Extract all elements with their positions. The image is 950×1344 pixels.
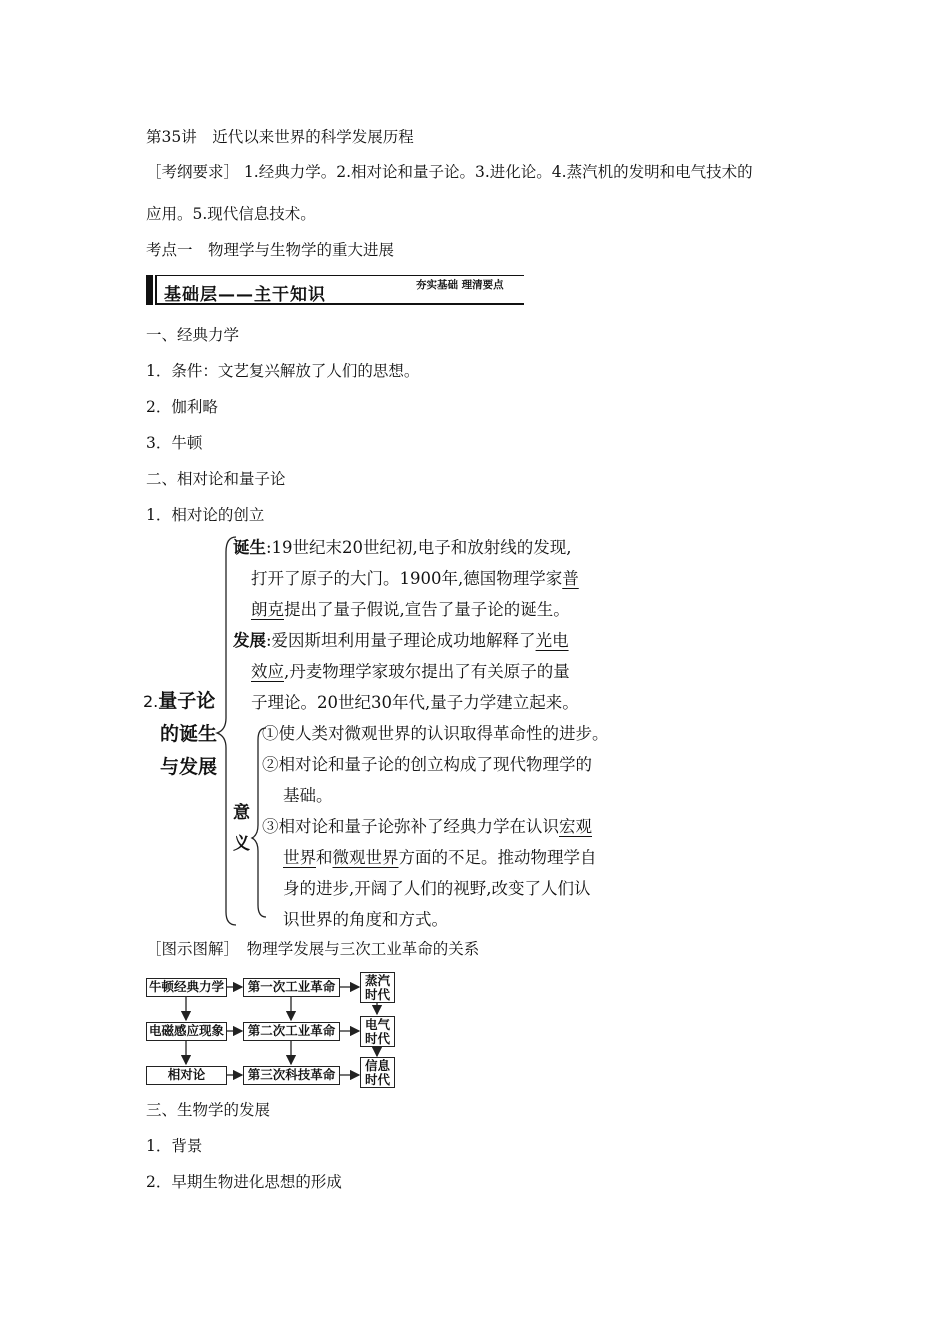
dev-line3: 子理论。20世纪30年代,量子力学建立起来。 bbox=[251, 693, 579, 712]
box-first-revolution: 第一次工业革命 bbox=[243, 978, 340, 997]
box-second-revolution: 第二次工业革命 bbox=[243, 1022, 340, 1041]
box-newton-mechanics: 牛顿经典力学 bbox=[146, 978, 227, 997]
section-classical-mechanics: 一、经典力学 bbox=[146, 326, 240, 344]
info-age-line1: 信息 bbox=[364, 1058, 390, 1073]
item-relativity-creation: 1．相对论的创立 bbox=[146, 506, 265, 524]
box-relativity: 相对论 bbox=[146, 1066, 227, 1085]
section-biology: 三、生物学的发展 bbox=[146, 1101, 271, 1119]
steam-age-line1: 蒸汽 bbox=[364, 973, 390, 988]
box-electromagnetic-induction: 电磁感应现象 bbox=[146, 1022, 227, 1041]
macro-underline-a: 宏观 bbox=[559, 817, 592, 836]
birth-text: :19世纪末20世纪初,电子和放射线的发现, bbox=[266, 538, 572, 557]
syllabus-requirements: ［考纲要求］ 1.经典力学。2.相对论和量子论。3.进化论。4.蒸汽机的发明和电气技术的 bbox=[146, 163, 753, 181]
meaning-3-line4: 识世界的角度和方式。 bbox=[283, 910, 448, 929]
quantum-heading-line1: 量子论 bbox=[158, 690, 216, 712]
planck-underline-b: 朗克 bbox=[251, 600, 284, 619]
meaning-label-1: 意 bbox=[233, 803, 250, 823]
diagram-caption: ［图示图解］ 物理学发展与三次工业革命的关系 bbox=[146, 940, 480, 958]
birth-text-3: 提出了量子假说,宣告了量子论的诞生。 bbox=[284, 600, 570, 619]
meaning-2-line2: 基础。 bbox=[283, 786, 333, 805]
birth-label: 诞生 bbox=[233, 538, 266, 557]
meaning-label-2: 义 bbox=[233, 834, 250, 854]
quantum-heading-line2: 的诞生 bbox=[160, 723, 218, 745]
electric-age-line1: 电气 bbox=[364, 1017, 390, 1032]
meaning-3-text: ③相对论和量子论弥补了经典力学在认识 bbox=[262, 817, 559, 836]
steam-age-line2: 时代 bbox=[364, 987, 390, 1002]
info-age-line2: 时代 bbox=[364, 1072, 390, 1087]
meaning-3-and: 和 bbox=[316, 848, 333, 867]
meaning-2-line1: ②相对论和量子论的创立构成了现代物理学的 bbox=[262, 755, 592, 774]
dev-text-2: ,丹麦物理学家玻尔提出了有关原子的量 bbox=[284, 662, 570, 681]
topic-heading: 考点一 物理学与生物学的重大进展 bbox=[146, 241, 395, 259]
item-galileo: 2．伽利略 bbox=[146, 398, 218, 416]
box-information-age bbox=[360, 1057, 395, 1088]
box-steam-age bbox=[360, 972, 395, 1003]
dev-text: :爱因斯坦利用量子理论成功地解释了 bbox=[266, 631, 536, 650]
meaning-3-text-2: 方面的不足。推动物理学自 bbox=[398, 848, 597, 867]
banner-title: 基础层——主干知识 bbox=[164, 285, 326, 305]
banner-subtitle: 夯实基础 理清要点 bbox=[416, 279, 504, 291]
box-third-revolution: 第三次科技革命 bbox=[243, 1066, 340, 1085]
box-electric-age bbox=[360, 1016, 395, 1047]
item-early-evolution: 2．早期生物进化思想的形成 bbox=[146, 1173, 342, 1191]
section-relativity-quantum: 二、相对论和量子论 bbox=[146, 470, 286, 488]
photoelectric-underline-a: 光电 bbox=[535, 631, 569, 650]
quantum-heading-line3: 与发展 bbox=[160, 756, 218, 778]
lecture-title: 第35讲 近代以来世界的科学发展历程 bbox=[146, 128, 414, 146]
photoelectric-underline-b: 效应 bbox=[251, 662, 284, 681]
quantum-heading-num: 2. bbox=[143, 692, 159, 711]
item-conditions: 1．条件：文艺复兴解放了人们的思想。 bbox=[146, 362, 420, 380]
meaning-1: ①使人类对微观世界的认识取得革命性的进步。 bbox=[262, 724, 609, 743]
item-background: 1．背景 bbox=[146, 1137, 203, 1155]
syllabus-requirements-cont: 应用。5.现代信息技术。 bbox=[146, 205, 316, 223]
dev-label: 发展 bbox=[233, 631, 266, 650]
item-newton: 3．牛顿 bbox=[146, 434, 203, 452]
planck-underline-a: 普 bbox=[562, 569, 579, 588]
micro-underline: 微观世界 bbox=[332, 848, 399, 867]
macro-underline-b: 世界 bbox=[283, 848, 316, 867]
birth-text-2: 打开了原子的大门。1900年,德国物理学家 bbox=[251, 569, 563, 588]
meaning-3-line3: 身的进步,开阔了人们的视野,改变了人们认 bbox=[283, 879, 591, 898]
electric-age-line2: 时代 bbox=[364, 1031, 390, 1046]
